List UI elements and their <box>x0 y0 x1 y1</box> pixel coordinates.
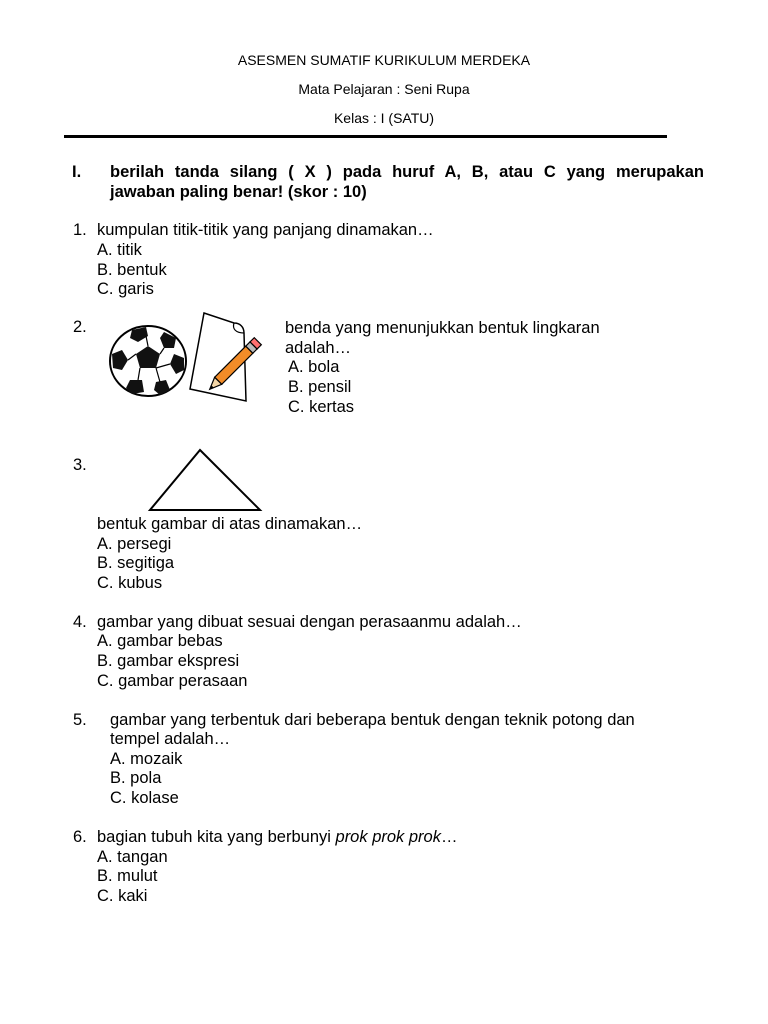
question-1-option-a: A. titik <box>97 241 142 259</box>
class-label: Kelas : I (SATU) <box>333 110 435 126</box>
question-4-option-c: C. gambar perasaan <box>97 672 248 690</box>
question-5-option-c: C. kolase <box>110 789 179 807</box>
question-3-number: 3. <box>73 456 87 474</box>
question-3-option-a: A. persegi <box>97 535 172 553</box>
question-2-number: 2. <box>73 318 87 336</box>
question-2-option-a: A. bola <box>288 358 340 376</box>
question-1-option-b: B. bentuk <box>97 261 167 279</box>
question-5-option-a: A. mozaik <box>110 750 183 768</box>
question-2-text-line-2: adalah… <box>285 339 352 357</box>
question-5-text-line-2: tempel adalah… <box>110 730 231 748</box>
question-6-number: 6. <box>73 828 87 846</box>
paper-pencil-illustration <box>188 311 268 403</box>
question-6-text-suffix: … <box>440 828 458 846</box>
question-6-option-c: C. kaki <box>97 887 148 905</box>
question-4-option-b: B. gambar ekspresi <box>97 652 240 670</box>
question-4-text: gambar yang dibuat sesuai dengan perasaanmu adalah… <box>97 613 522 631</box>
question-6-text-prefix: bagian tubuh kita yang berbunyi <box>97 828 336 846</box>
question-4-option-a: A. gambar bebas <box>97 632 223 650</box>
question-4-number: 4. <box>73 613 87 631</box>
question-1-number: 1. <box>73 221 87 239</box>
question-3-option-b: B. segitiga <box>97 554 175 572</box>
question-6-text-italic: prok prok prok <box>335 828 441 846</box>
question-2-text-line-1: benda yang menunjukkan bentuk lingkaran <box>285 319 600 337</box>
question-3-text: bentuk gambar di atas dinamakan… <box>97 515 363 533</box>
question-3-option-c: C. kubus <box>97 574 163 592</box>
question-6-option-b: B. mulut <box>97 867 158 885</box>
exam-title: ASESMEN SUMATIF KURIKULUM MERDEKA <box>237 52 531 68</box>
header-divider <box>64 135 667 138</box>
question-2-option-c: C. kertas <box>288 398 355 416</box>
triangle-illustration <box>148 448 262 512</box>
section-instruction <box>110 163 704 202</box>
instruction-line-2: jawaban paling benar! (skor : 10) <box>110 182 367 201</box>
question-1-option-c: C. garis <box>97 280 154 298</box>
question-5-text-line-1: gambar yang terbentuk dari beberapa bentuk dengan teknik potong dan <box>110 711 635 729</box>
question-1-text: kumpulan titik-titik yang panjang dinamakan… <box>97 221 434 239</box>
question-6-option-a: A. tangan <box>97 848 168 866</box>
instruction-line-1: berilah tanda silang ( X ) pada huruf A, B, atau C yang merupakan <box>110 163 704 181</box>
question-6-text <box>97 828 457 848</box>
question-2-option-b: B. pensil <box>288 378 352 396</box>
subject-label: Mata Pelajaran : Seni Rupa <box>298 81 470 97</box>
soccer-ball-illustration <box>108 324 188 398</box>
question-5-option-b: B. pola <box>110 769 162 787</box>
section-number: I. <box>72 163 82 181</box>
question-5-number: 5. <box>73 711 87 729</box>
